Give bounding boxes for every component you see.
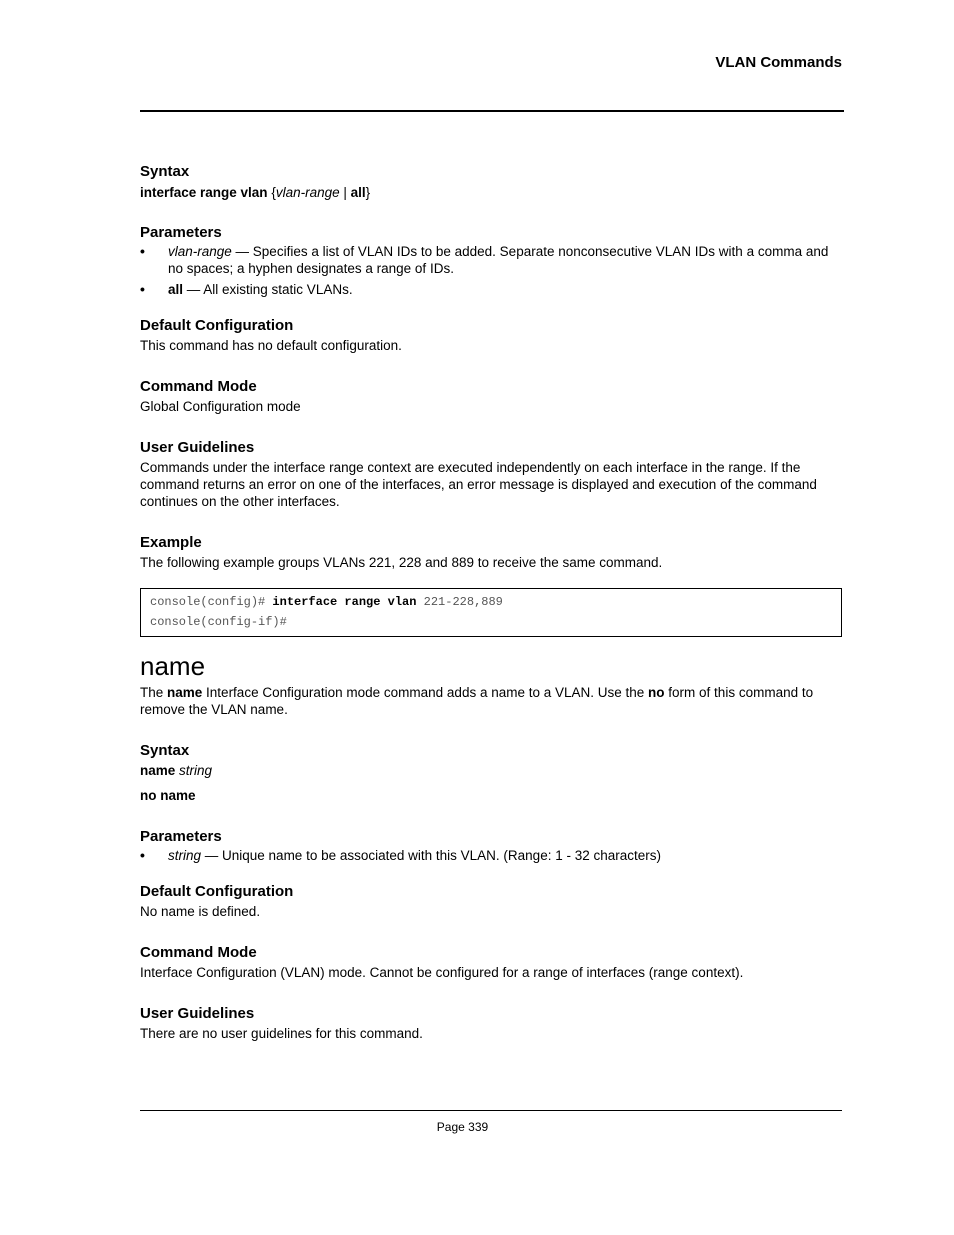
syntax-command: interface range vlan <box>140 185 268 200</box>
page-header-title: VLAN Commands <box>715 54 842 71</box>
example-text: The following example groups VLANs 221, 228 and 889 to receive the same command. <box>140 555 663 570</box>
param-term: vlan-range <box>168 244 232 259</box>
default-config-heading: Default Configuration <box>140 883 294 900</box>
user-guidelines-text: Commands under the interface range context are executed independently on each interface in the range. If the command returns an error on one of the interfaces, an error message is displayed and execution of the command continues on the other interfaces. <box>140 460 817 509</box>
syntax-arg-string: string <box>175 763 213 778</box>
default-config-text: No name is defined. <box>140 904 261 919</box>
syntax-no-line <box>140 787 842 804</box>
header-divider <box>140 110 844 112</box>
syntax-command: name <box>140 763 176 778</box>
command-mode-heading: Command Mode <box>140 378 257 395</box>
syntax-brace-open: { <box>267 185 276 200</box>
command-mode-heading: Command Mode <box>140 944 257 961</box>
syntax-arg-vlan-range: vlan-range <box>275 185 340 200</box>
user-guidelines-heading: User Guidelines <box>140 439 255 456</box>
param-term: all <box>168 282 184 297</box>
intro-bold-name: name <box>167 685 203 700</box>
page-number: Page 339 <box>436 1120 489 1134</box>
command-title: name <box>140 651 206 681</box>
command-mode-text: Interface Configuration (VLAN) mode. Cannot be configured for a range of interfaces (range context). <box>140 965 744 980</box>
default-config-heading: Default Configuration <box>140 317 294 334</box>
user-guidelines-text: There are no user guidelines for this command. <box>140 1026 423 1041</box>
code-line <box>150 592 832 612</box>
bullet-icon: • <box>140 281 145 297</box>
syntax-heading: Syntax <box>140 742 190 759</box>
footer-divider <box>140 1110 842 1111</box>
syntax-line <box>140 762 842 779</box>
syntax-brace-close: } <box>365 185 371 200</box>
list-item <box>140 847 842 864</box>
page-content <box>140 162 842 1042</box>
syntax-heading: Syntax <box>140 163 190 180</box>
example-code-block <box>140 588 842 637</box>
command-intro <box>140 684 842 718</box>
param-term: string <box>168 848 202 863</box>
intro-text: form of this command to remove the VLAN name. <box>140 685 814 717</box>
param-desc: — Specifies a list of VLAN IDs to be added. Separate nonconsecutive VLAN IDs with a comma and no spaces; a hyphen designates a range of IDs. <box>168 244 829 276</box>
syntax-separator: | <box>339 185 351 200</box>
command-mode-text: Global Configuration mode <box>140 399 301 414</box>
code-command: interface range vlan <box>272 595 417 609</box>
intro-bold-no: no <box>648 685 665 700</box>
parameters-heading: Parameters <box>140 224 222 241</box>
user-guidelines-heading: User Guidelines <box>140 1005 255 1022</box>
bullet-icon: • <box>140 847 145 863</box>
code-line: console(config-if)# <box>150 615 287 629</box>
syntax-arg-all: all <box>350 185 366 200</box>
parameters-list <box>140 847 842 864</box>
parameters-heading: Parameters <box>140 828 222 845</box>
syntax-no-command: no name <box>140 788 196 803</box>
example-heading: Example <box>140 534 202 551</box>
default-config-text: This command has no default configuration. <box>140 338 402 353</box>
param-desc: — All existing static VLANs. <box>183 282 353 297</box>
code-args: 221-228,889 <box>416 595 503 609</box>
syntax-line <box>140 184 842 201</box>
intro-text: Interface Configuration mode command adds a name to a VLAN. Use the <box>202 685 649 700</box>
bullet-icon: • <box>140 243 145 259</box>
list-item <box>140 243 842 277</box>
intro-text: The <box>140 685 168 700</box>
code-prompt: console(config)# <box>150 595 273 609</box>
parameters-list <box>140 243 842 298</box>
param-desc: — Unique name to be associated with this VLAN. (Range: 1 - 32 characters) <box>201 848 661 863</box>
list-item <box>140 281 842 298</box>
